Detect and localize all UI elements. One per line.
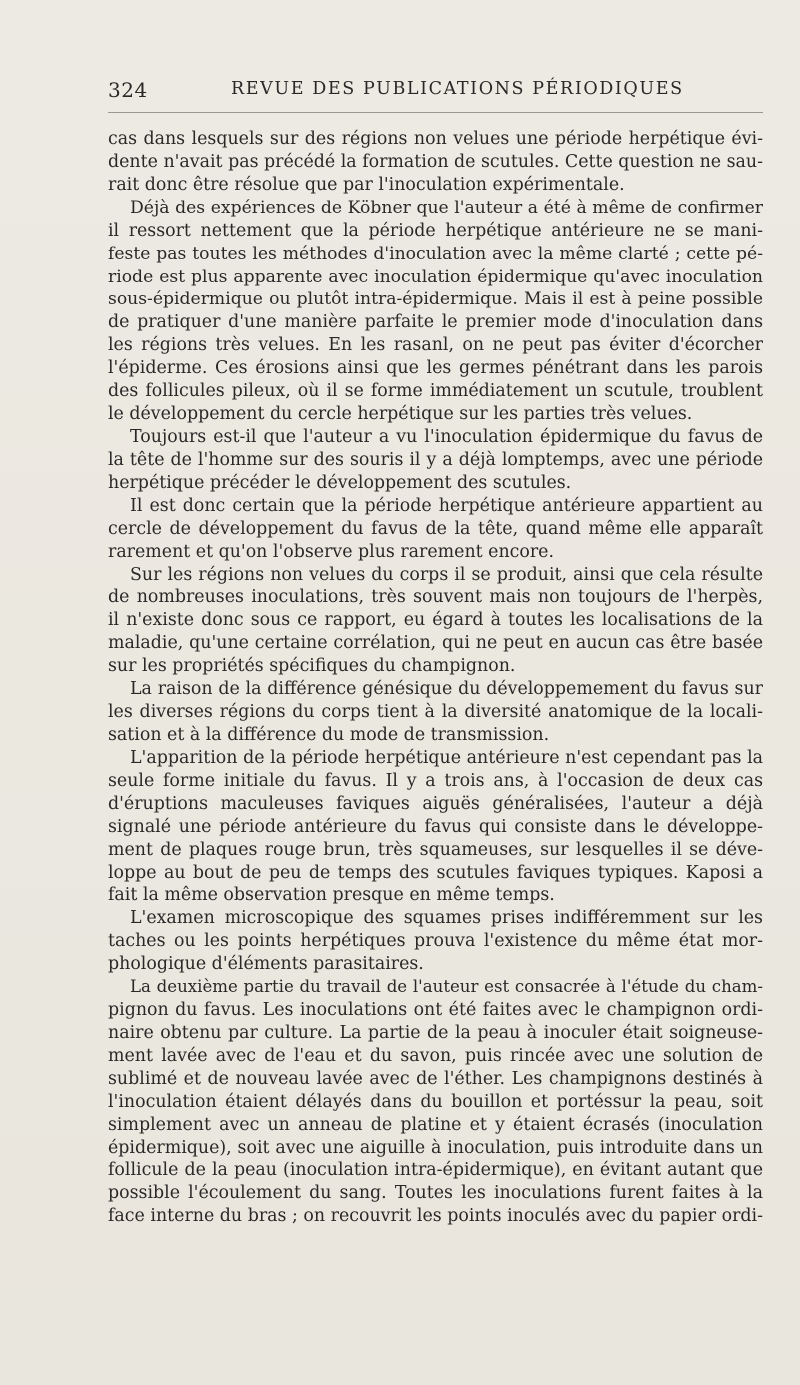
text-line: Déjà des expériences de Köbner que l'auteur a été à même de confirmer (130, 197, 763, 218)
text-line: L'examen microscopique des squames prises indifféremment sur les (130, 908, 763, 929)
text-line: fait la même observation presque en même temps. (108, 885, 555, 906)
text-line: sous-épidermique ou plutôt intra-épidermique. Mais il est à peine possible (108, 289, 763, 310)
text-line: ment lavée avec de l'eau et du savon, puis rincée avec une solution de (108, 1045, 763, 1066)
text-line: feste pas toutes les méthodes d'inoculation avec la même clarté ; cette pé- (108, 243, 763, 264)
text-line: rarement et qu'on l'observe plus rarement encore. (108, 541, 554, 562)
text-line: riode est plus apparente avec inoculation épidermique qu'avec inoculation (108, 266, 763, 287)
text-line: de pratiquer d'une manière parfaite le premier mode d'inoculation dans (108, 312, 763, 333)
text-line: Il est donc certain que la période herpétique antérieure appartient au (130, 495, 763, 516)
text-line: naire obtenu par culture. La partie de la peau à inoculer était soigneuse- (108, 1022, 763, 1043)
text-line: cercle de développement du favus de la tête, quand même elle apparaît (108, 518, 763, 539)
text-line: cas dans lesquels sur des régions non velues une période herpétique évi- (108, 129, 763, 149)
text-line: les régions très velues. En les rasanl, on ne peut pas éviter d'écorcher (108, 335, 763, 356)
text-line: la tête de l'homme sur des souris il y a déjà lomptemps, avec une période (108, 449, 763, 470)
text-line: taches ou les points herpétiques prouva l'existence du même état mor- (108, 931, 763, 952)
running-title: REVUE DES PUBLICATIONS PÉRIODIQUES (231, 79, 684, 99)
header-rule (108, 112, 763, 113)
text-line: il ressort nettement que la période herpétique antérieure ne se mani- (108, 220, 763, 241)
text-line: phologique d'éléments parasitaires. (108, 954, 424, 975)
text-line: signalé une période antérieure du favus qui consiste dans le développe- (108, 816, 763, 837)
text-line: sur les propriétés spécifiques du champignon. (108, 656, 516, 677)
text-line: herpétique précéder le développement des scutules. (108, 472, 572, 493)
text-line: loppe au bout de peu de temps des scutules faviques typiques. Kaposi a (108, 862, 763, 883)
text-line: des follicules pileux, où il se forme immédiatement un scutule, troublent (108, 381, 763, 402)
text-line: l'inoculation étaient délayés dans du bouillon et portéssur la peau, soit (108, 1091, 763, 1112)
text-line: Sur les régions non velues du corps il se produit, ainsi que cela résulte (130, 564, 763, 585)
text-line: les diverses régions du corps tient à la diversité anatomique de la locali- (108, 702, 763, 723)
text-line: épidermique), soit avec une aiguille à inoculation, puis introduite dans un (108, 1137, 763, 1158)
text-line: il n'existe donc sous ce rapport, eu égard à toutes les localisations de la (108, 610, 763, 631)
page-header (108, 72, 763, 102)
page-number: 324 (108, 78, 148, 102)
text-line: possible l'écoulement du sang. Toutes les inoculations furent faites à la (108, 1183, 763, 1204)
text-line: Toujours est-il que l'auteur a vu l'inoculation épidermique du favus de (130, 426, 763, 447)
text-line: d'éruptions maculeuses faviques aiguës généralisées, l'auteur a déjà (108, 793, 763, 814)
text-line: rait donc être résolue que par l'inoculation expérimentale. (108, 174, 625, 195)
text-line: sation et à la différence du mode de transmission. (108, 724, 550, 745)
text-line: La raison de la différence génésique du développemement du favus sur (130, 679, 763, 700)
text-line: simplement avec un anneau de platine et y étaient écrasés (inoculation (108, 1114, 763, 1135)
text-line: La deuxième partie du travail de l'auteur est consacrée à l'étude du cham- (130, 977, 763, 997)
text-line: L'apparition de la période herpétique antérieure n'est cependant pas la (130, 747, 763, 768)
text-line: de nombreuses inoculations, très souvent mais non toujours de l'herpès, (108, 587, 763, 608)
body-text (108, 128, 763, 1228)
text-line: l'épiderme. Ces érosions ainsi que les germes pénétrant dans les parois (108, 358, 763, 379)
text-line: maladie, qu'une certaine corrélation, qui ne peut en aucun cas être basée (108, 633, 763, 654)
text-line: sublimé et de nouveau lavée avec de l'éther. Les champignons destinés à (108, 1068, 763, 1089)
text-line: seule forme initiale du favus. Il y a trois ans, à l'occasion de deux cas (108, 770, 763, 791)
text-line: le développement du cercle herpétique sur les parties très velues. (108, 404, 693, 425)
text-line: dente n'avait pas précédé la formation de scutules. Cette question ne sau- (108, 151, 763, 172)
text-line: face interne du bras ; on recouvrit les points inoculés avec du papier ordi- (108, 1206, 763, 1227)
text-line: follicule de la peau (inoculation intra-épidermique), en évitant autant que (108, 1160, 763, 1181)
text-line: ment de plaques rouge brun, très squameuses, sur lesquelles il se déve- (108, 839, 763, 860)
text-line: pignon du favus. Les inoculations ont été faites avec le champignon ordi- (108, 1000, 763, 1021)
